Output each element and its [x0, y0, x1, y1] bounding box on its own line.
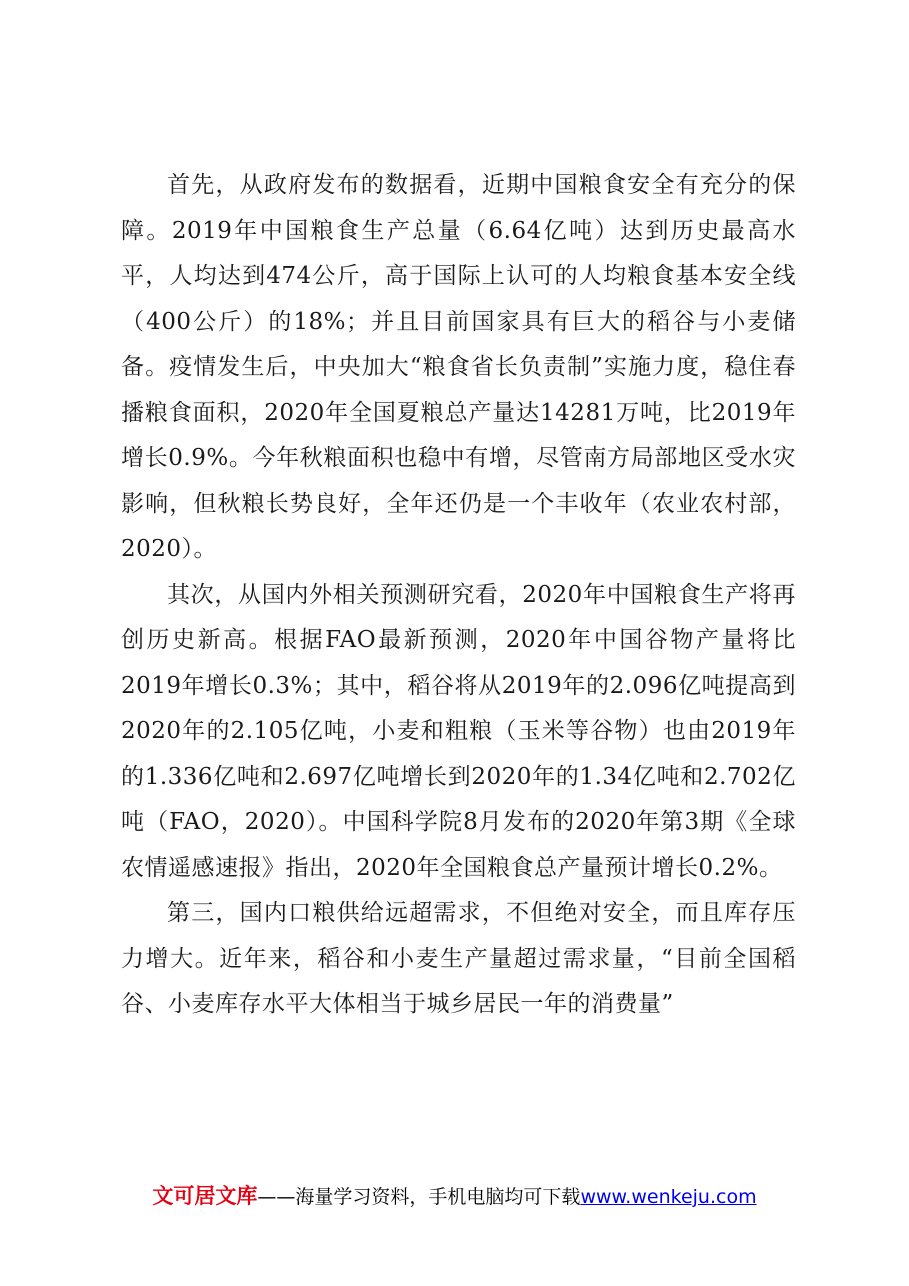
paragraph-1: 首先，从政府发布的数据看，近期中国粮食安全有充分的保障。2019年中国粮食生产总量（6.64亿吨）达到历史最高水平，人均达到474公斤，高于国际上认可的人均粮食基本安全线（400公斤）的18%；并且目前国家具有巨大的稻谷与小麦储备。疫情发生后，中央加大“粮食省长负责制”实施力度，稳住春播粮食面积，2020年全国夏粮总产量达14281万吨，比2019年增长0.9%。今年秋粮面积也稳中有增，尽管南方局部地区受水灾影响，但秋粮长势良好，全年还仍是一个丰收年（农业农村部，2020）。: [121, 172, 796, 562]
paragraph-2: 其次，从国内外相关预测研究看，2020年中国粮食生产将再创历史新高。根据FAO最新预测，2020年中国谷物产量将比2019年增长0.3%；其中，稻谷将从2019年的2.096亿吨提高到2020年的2.105亿吨，小麦和粗粮（玉米等谷物）也由2019年的1.336亿吨和2.697亿吨增长到2020年的1.34亿吨和2.702亿吨（FAO，2020）。中国科学院8月发布的2020年第3期《全球农情遥感速报》指出，2020年全国粮食总产量预计增长0.2%。: [121, 581, 796, 881]
document-body: [121, 163, 796, 1028]
footer-banner: [0, 1182, 909, 1211]
footer-url-link[interactable]: www.wenkeju.com: [580, 1186, 757, 1208]
footer-brand: 文可居文库: [152, 1184, 258, 1208]
footer-slogan: ——海量学习资料，手机电脑均可下载: [257, 1186, 581, 1208]
paragraph-3: 第三，国内口粮供给远超需求，不但绝对安全，而且库存压力增大。近年来，稻谷和小麦生产量超过需求量，“目前全国稻谷、小麦库存水平大体相当于城乡居民一年的消费量”: [121, 900, 796, 1017]
